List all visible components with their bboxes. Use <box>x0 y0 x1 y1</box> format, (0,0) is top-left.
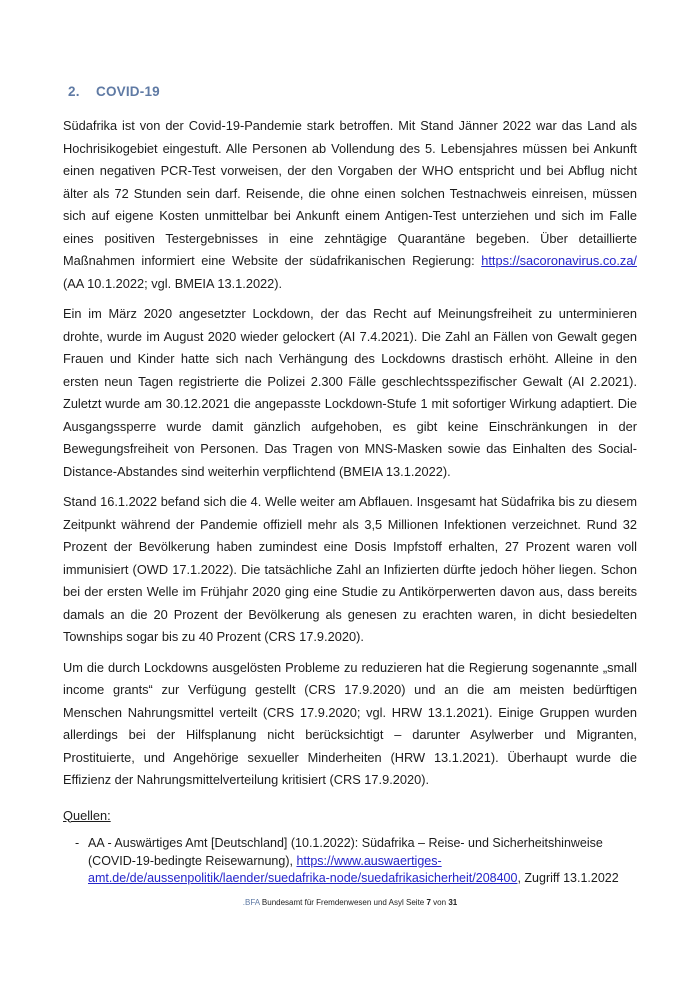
section-heading <box>68 84 637 99</box>
paragraph-fourth-wave: Stand 16.1.2022 befand sich die 4. Welle weiter am Abflauen. Insgesamt hat Südafrika bis zu diesem Zeitpunkt während der Pandemie offiziell mehr als 3,5 Millionen Infektionen verzeichnet. Rund 32 Prozent der Bevölkerung haben zumindest eine Dosis Impfstoff erhalten, 27 Prozent waren voll immunisiert (OWD 17.1.2022). Die tatsächliche Zahl an Infizierten dürfte jedoch höher liegen. Schon bei der ersten Welle im Frühjahr 2020 ging eine Studie zu Antikörperwerten davon aus, dass bereits damals an die 20 Prozent der Bevölkerung als genesen zu erachten waren, in dicht besiedelten Townships sogar bis zu 40 Prozent (CRS 17.9.2020). <box>63 494 637 644</box>
paragraph-income-grants: Um die durch Lockdowns ausgelösten Probleme zu reduzieren hat die Regierung sogenannte „small income grants“ zur Verfügung gestellt (CRS 17.9.2020) und an die am meisten bedürftigen Menschen Nahrungsmittel verteilt (CRS 17.9.2020; vgl. HRW 13.1.2021). Einige Gruppen wurden allerdings bei der Hilfsplanung nicht berücksichtigt – darunter Asylwerber und Migranten, Prostituierte, und Angehörige sexueller Minderheiten (HRW 13.1.2021). Überhaupt wurde die Effizienz der Nahrungsmittelverteilung kritisiert (CRS 17.9.2020). <box>63 659 637 787</box>
section-number: 2. <box>68 84 80 99</box>
footer-org-name: Bundesamt für Fremdenwesen und Asyl <box>261 898 404 907</box>
section-title: COVID-19 <box>96 84 160 99</box>
page-content <box>63 0 637 888</box>
source-citation-text: AA - Auswärtiges Amt [Deutschland] (10.1.2022): Südafrika – Reise- und Sicherheitshinweise (COVID-19-bedingte Reisewarnung), <box>88 836 603 868</box>
source-bullet: - <box>75 836 80 850</box>
footer-page-number: 7 <box>426 898 431 907</box>
footer-page-word: Seite <box>406 898 425 907</box>
sacoronavirus-link[interactable]: https://sacoronavirus.co.za/ <box>481 253 637 268</box>
footer-total-pages: 31 <box>448 898 458 907</box>
footer-of-word: von <box>433 898 447 907</box>
source-item <box>63 835 637 888</box>
bfa-logo: .BFA <box>242 898 260 907</box>
source-access-date: , Zugriff 13.1.2022 <box>517 871 619 885</box>
source-citation <box>88 835 637 888</box>
source-link-segment-1: https://www.auswaertiges-amt.de/de/aussenpolitik/laender/suedafrika-node/ <box>88 853 442 885</box>
paragraph-covid-overview <box>63 115 637 295</box>
paragraph-1-citation: (AA 10.1.2022; vgl. BMEIA 13.1.2022). <box>63 275 283 291</box>
paragraph-1-text: Südafrika ist von der Covid-19-Pandemie stark betroffen. Mit Stand Jänner 2022 war das Land als Hochrisikogebiet eingestuft. Alle Personen ab Vollendung des 5. Lebensjahres müssen bei Ankunft einen negativen PCR-Test vorweisen, der den Vorgaben der WHO entspricht und bei Abflug nicht älter als 72 Stunden sein darf. Reisende, die ohne einen solchen Testnachweis einreisen, müssen sich auf eigene Kosten unmittelbar bei Ankunft einem Antigen-Test unterziehen und sich im Falle eines positiven Testergebnisses in eine zehntägige Quarantäne begeben. Über detaillierte Maßnahmen informiert eine Website der südafrikanischen Regierung: <box>63 118 637 268</box>
page-footer <box>0 897 700 908</box>
paragraph-lockdown: Ein im März 2020 angesetzter Lockdown, der das Recht auf Meinungsfreiheit zu unterminieren drohte, wurde im August 2020 wieder gelockert (AI 7.4.2021). Die Zahl an Fällen von Gewalt gegen Frauen und Kinder hatte sich nach Verhängung des Lockdowns drastisch erhöht. Alleine in den ersten neun Tagen registrierte die Polizei 2.300 Fälle geschlechtsspezifischer Gewalt (AI 2.2021). Zuletzt wurde am 30.12.2021 die angepasste Lockdown-Stufe 1 mit sofortiger Wirkung adaptiert. Die Ausgangssperre wurde damit gänzlich aufgehoben, es gibt keine Einschränkungen in der Bewegungsfreiheit von Personen. Das Tragen von MNS-Masken sowie das Einhalten des Social-Distance-Abstandes sind weiterhin verpflichtend (BMEIA 13.1.2022). <box>63 306 637 479</box>
sources-label: Quellen: <box>63 807 111 823</box>
source-link-segment-2: suedafrikasicherheit/208400 <box>361 871 518 885</box>
